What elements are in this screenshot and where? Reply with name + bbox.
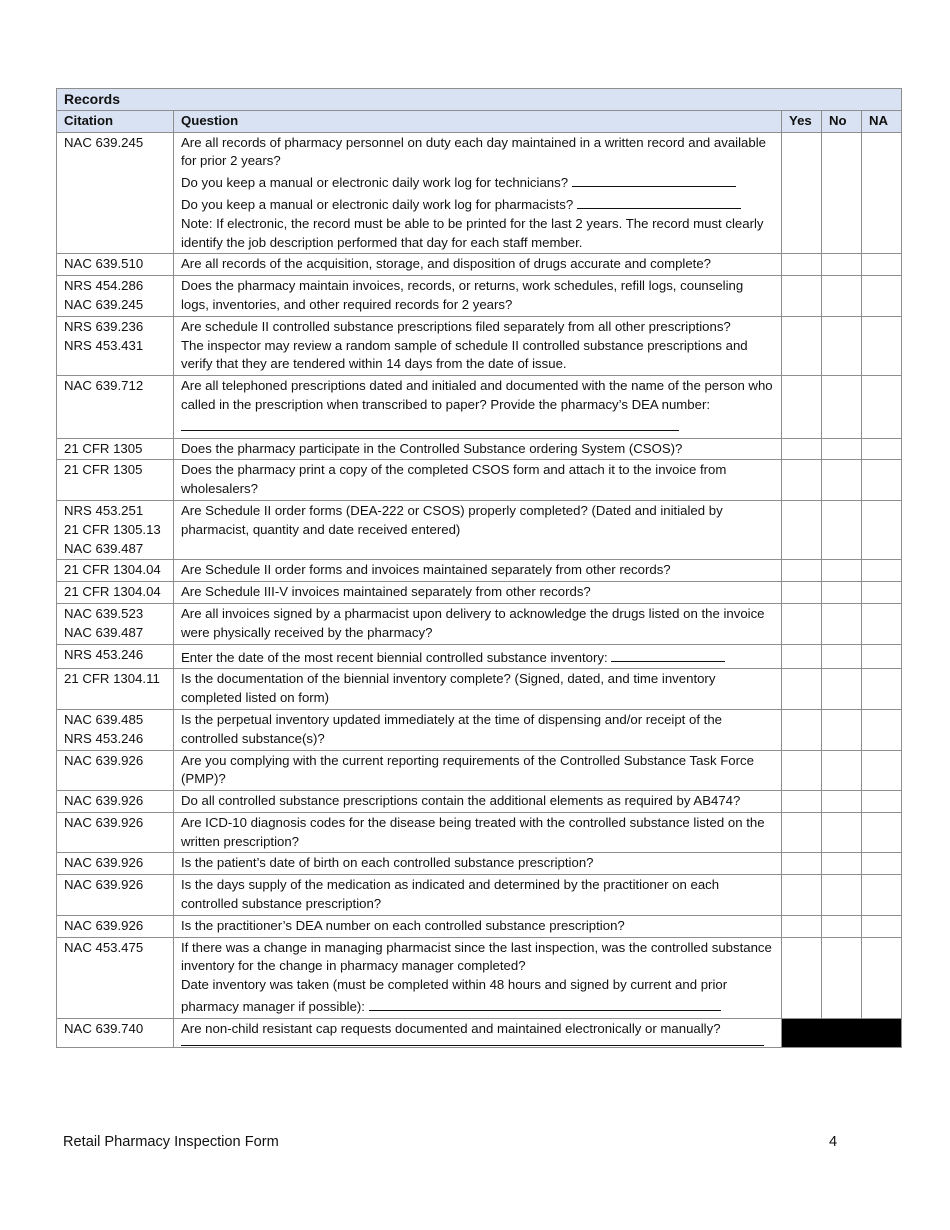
fill-in-blank[interactable] bbox=[369, 995, 721, 1011]
question-cell bbox=[174, 460, 782, 501]
citation-cell bbox=[57, 500, 174, 559]
table-row bbox=[57, 132, 902, 254]
citation-cell bbox=[57, 853, 174, 875]
question-text: Note: If electronic, the record must be able to be printed for the last 2 years. The record must clearly identify the job description performed that day for each staff member. bbox=[181, 215, 764, 250]
citation-cell bbox=[57, 560, 174, 582]
na-checkbox-cell[interactable] bbox=[862, 376, 902, 438]
citation-text: NAC 639.510 bbox=[64, 256, 144, 272]
citation-text: NRS 453.431 bbox=[64, 337, 144, 353]
question-cell bbox=[174, 500, 782, 559]
yes-checkbox-cell[interactable] bbox=[782, 132, 822, 254]
no-checkbox-cell[interactable] bbox=[822, 254, 862, 276]
citation-cell bbox=[57, 132, 174, 254]
table-row bbox=[57, 500, 902, 559]
na-checkbox-cell[interactable] bbox=[862, 853, 902, 875]
question-cell bbox=[174, 254, 782, 276]
table-row bbox=[57, 750, 902, 791]
question-text: Does the pharmacy participate in the Controlled Substance ordering System (CSOS)? bbox=[181, 440, 683, 456]
na-checkbox-cell[interactable] bbox=[862, 582, 902, 604]
citation-cell bbox=[57, 937, 174, 1018]
yes-checkbox-cell[interactable] bbox=[782, 875, 822, 916]
question-text: Are all records of pharmacy personnel on duty each day maintained in a written record and available for prior 2 years? bbox=[181, 134, 766, 169]
question-line bbox=[181, 561, 774, 580]
no-checkbox-cell[interactable] bbox=[822, 709, 862, 750]
citation-cell bbox=[57, 915, 174, 937]
yes-checkbox-cell[interactable] bbox=[782, 644, 822, 669]
table-row bbox=[57, 603, 902, 644]
yes-checkbox-cell[interactable] bbox=[782, 276, 822, 317]
na-checkbox-cell[interactable] bbox=[862, 460, 902, 501]
na-checkbox-cell[interactable] bbox=[862, 132, 902, 254]
no-checkbox-cell[interactable] bbox=[822, 376, 862, 438]
citation-text: NAC 639.926 bbox=[64, 855, 144, 871]
table-row bbox=[57, 791, 902, 813]
na-checkbox-cell[interactable] bbox=[862, 438, 902, 460]
na-checkbox-cell[interactable] bbox=[862, 254, 902, 276]
citation-cell bbox=[57, 582, 174, 604]
citation-cell bbox=[57, 603, 174, 644]
question-line bbox=[181, 939, 774, 977]
question-line bbox=[181, 134, 774, 172]
no-checkbox-cell[interactable] bbox=[822, 853, 862, 875]
yes-checkbox-cell[interactable] bbox=[782, 791, 822, 813]
question-text: Are Schedule III-V invoices maintained separately from other records? bbox=[181, 584, 591, 600]
question-cell bbox=[174, 875, 782, 916]
citation-text: NRS 639.236 bbox=[64, 318, 144, 334]
question-text: Are all invoices signed by a pharmacist upon delivery to acknowledge the drugs listed on the invoice were physically received by the pharmacy? bbox=[181, 605, 765, 640]
na-checkbox-cell[interactable] bbox=[862, 276, 902, 317]
no-checkbox-cell[interactable] bbox=[822, 560, 862, 582]
citation-text: NAC 639.926 bbox=[64, 917, 144, 933]
table-row bbox=[57, 812, 902, 853]
question-line bbox=[181, 502, 774, 540]
question-text: Are non-child resistant cap requests documented and maintained electronically or manually? bbox=[181, 1020, 721, 1036]
yes-checkbox-cell[interactable] bbox=[782, 316, 822, 375]
fill-in-blank[interactable] bbox=[611, 646, 725, 662]
section-title: Records bbox=[57, 89, 902, 111]
question-text: Do you keep a manual or electronic daily work log for technicians? bbox=[181, 175, 569, 191]
citation-text: 21 CFR 1305.13 bbox=[64, 521, 161, 537]
yes-checkbox-cell[interactable] bbox=[782, 915, 822, 937]
no-checkbox-cell[interactable] bbox=[822, 500, 862, 559]
citation-text: 21 CFR 1305 bbox=[64, 462, 143, 478]
na-checkbox-cell[interactable] bbox=[862, 750, 902, 791]
fill-in-blank[interactable] bbox=[181, 415, 679, 431]
citation-cell bbox=[57, 812, 174, 853]
citation-cell bbox=[57, 791, 174, 813]
citation-text: NAC 639.485 bbox=[64, 711, 144, 727]
citation-cell bbox=[57, 644, 174, 669]
na-checkbox-cell[interactable] bbox=[862, 937, 902, 1018]
question-line bbox=[181, 976, 774, 1017]
na-checkbox-cell[interactable] bbox=[862, 791, 902, 813]
no-checkbox-cell[interactable] bbox=[822, 603, 862, 644]
na-checkbox-cell[interactable] bbox=[862, 560, 902, 582]
citation-text: NRS 454.286 bbox=[64, 278, 144, 294]
no-checkbox-cell[interactable] bbox=[822, 669, 862, 710]
question-text: Does the pharmacy print a copy of the completed CSOS form and attach it to the invoice from wholesalers? bbox=[181, 462, 727, 497]
question-text: Is the practitioner’s DEA number on each controlled substance prescription? bbox=[181, 917, 625, 933]
citation-cell bbox=[57, 254, 174, 276]
table-row bbox=[57, 709, 902, 750]
table-row bbox=[57, 1018, 902, 1047]
question-cell bbox=[174, 812, 782, 853]
question-text: The inspector may review a random sample of schedule II controlled substance prescriptions and verify that they are tendered within 14 days from the date of issue. bbox=[181, 337, 748, 372]
citation-text: NAC 639.926 bbox=[64, 814, 144, 830]
question-line bbox=[181, 255, 774, 274]
citation-text: NAC 639.740 bbox=[64, 1020, 144, 1036]
yes-checkbox-cell[interactable] bbox=[782, 669, 822, 710]
yes-checkbox-cell[interactable] bbox=[782, 603, 822, 644]
question-line bbox=[181, 814, 774, 852]
column-header-row bbox=[57, 110, 902, 132]
question-cell bbox=[174, 644, 782, 669]
question-line bbox=[181, 646, 774, 668]
na-checkbox-cell[interactable] bbox=[862, 875, 902, 916]
no-checkbox-cell[interactable] bbox=[822, 937, 862, 1018]
citation-cell bbox=[57, 438, 174, 460]
citation-text: NAC 639.487 bbox=[64, 540, 144, 556]
question-line bbox=[181, 318, 774, 337]
table-row bbox=[57, 376, 902, 438]
question-cell bbox=[174, 669, 782, 710]
citation-cell bbox=[57, 875, 174, 916]
na-checkbox-cell[interactable] bbox=[862, 709, 902, 750]
citation-text: NAC 639.245 bbox=[64, 134, 144, 150]
na-checkbox-cell[interactable] bbox=[862, 644, 902, 669]
question-text: Is the days supply of the medication as indicated and determined by the practitioner on each controlled substance prescription? bbox=[181, 877, 720, 912]
question-text: Are you complying with the current reporting requirements of the Controlled Substance Task Force (PMP)? bbox=[181, 752, 754, 787]
question-text: Are all telephoned prescriptions dated and initialed and documented with the name of the person who called in the prescription when transcribed to paper? Provide the pharmacy’s DEA number: bbox=[181, 378, 773, 412]
no-checkbox-cell[interactable] bbox=[822, 438, 862, 460]
no-checkbox-cell[interactable] bbox=[822, 812, 862, 853]
citation-text: NRS 453.246 bbox=[64, 730, 144, 746]
section-header-row bbox=[57, 89, 902, 111]
yes-header: Yes bbox=[782, 110, 822, 132]
question-cell bbox=[174, 915, 782, 937]
no-checkbox-cell[interactable] bbox=[822, 750, 862, 791]
question-cell bbox=[174, 316, 782, 375]
citation-cell bbox=[57, 460, 174, 501]
question-cell bbox=[174, 709, 782, 750]
no-checkbox-cell[interactable] bbox=[822, 915, 862, 937]
yes-checkbox-cell[interactable] bbox=[782, 750, 822, 791]
table-row bbox=[57, 875, 902, 916]
citation-text: 21 CFR 1304.04 bbox=[64, 562, 161, 578]
question-text: Do you keep a manual or electronic daily work log for pharmacists? bbox=[181, 196, 574, 212]
question-line bbox=[181, 337, 774, 375]
question-line bbox=[181, 440, 774, 459]
citation-text: NAC 639.926 bbox=[64, 793, 144, 809]
citation-cell bbox=[57, 750, 174, 791]
yes-checkbox-cell[interactable] bbox=[782, 937, 822, 1018]
no-checkbox-cell[interactable] bbox=[822, 582, 862, 604]
question-text: Date inventory was taken (must be completed within 48 hours and signed by current and prior pharmacy manager if possible): bbox=[181, 977, 728, 1015]
question-cell bbox=[174, 750, 782, 791]
question-cell bbox=[174, 1018, 782, 1047]
table-row bbox=[57, 915, 902, 937]
question-line bbox=[181, 752, 774, 790]
table-row bbox=[57, 438, 902, 460]
question-line bbox=[181, 171, 774, 193]
question-text: Are Schedule II order forms and invoices maintained separately from other records? bbox=[181, 562, 671, 578]
citation-header: Citation bbox=[57, 110, 174, 132]
yes-checkbox-cell[interactable] bbox=[782, 560, 822, 582]
citation-text: NAC 639.712 bbox=[64, 378, 144, 394]
question-text: Is the documentation of the biennial inventory complete? (Signed, dated, and time inventory completed listed on form) bbox=[181, 671, 716, 706]
no-checkbox-cell[interactable] bbox=[822, 276, 862, 317]
question-line bbox=[181, 1020, 774, 1039]
yes-checkbox-cell[interactable] bbox=[782, 460, 822, 501]
question-line bbox=[181, 461, 774, 499]
citation-cell bbox=[57, 376, 174, 438]
na-checkbox-cell[interactable] bbox=[862, 669, 902, 710]
question-line bbox=[181, 917, 774, 936]
question-line bbox=[181, 854, 774, 873]
no-checkbox-cell[interactable] bbox=[822, 791, 862, 813]
question-cell bbox=[174, 603, 782, 644]
question-line bbox=[181, 711, 774, 749]
blacked-out-cell bbox=[782, 1018, 902, 1047]
question-text: Is the patient’s date of birth on each controlled substance prescription? bbox=[181, 855, 594, 871]
question-line bbox=[181, 792, 774, 811]
na-checkbox-cell[interactable] bbox=[862, 500, 902, 559]
table-row bbox=[57, 560, 902, 582]
yes-checkbox-cell[interactable] bbox=[782, 709, 822, 750]
question-cell bbox=[174, 582, 782, 604]
question-cell bbox=[174, 276, 782, 317]
na-checkbox-cell[interactable] bbox=[862, 603, 902, 644]
citation-text: 21 CFR 1304.11 bbox=[64, 671, 160, 687]
question-cell bbox=[174, 937, 782, 1018]
table-row bbox=[57, 669, 902, 710]
no-checkbox-cell[interactable] bbox=[822, 460, 862, 501]
table-row bbox=[57, 460, 902, 501]
question-cell bbox=[174, 560, 782, 582]
question-text: Are schedule II controlled substance prescriptions filed separately from all other prescriptions? bbox=[181, 318, 731, 334]
citation-text: 21 CFR 1304.04 bbox=[64, 584, 161, 600]
citation-text: NAC 639.523 bbox=[64, 605, 144, 621]
yes-checkbox-cell[interactable] bbox=[782, 376, 822, 438]
citation-text: NAC 639.487 bbox=[64, 624, 144, 640]
question-text: Enter the date of the most recent biennial controlled substance inventory: bbox=[181, 649, 608, 665]
question-line bbox=[181, 605, 774, 643]
citation-text: 21 CFR 1305 bbox=[64, 440, 143, 456]
question-cell bbox=[174, 376, 782, 438]
question-line bbox=[181, 277, 774, 315]
na-checkbox-cell[interactable] bbox=[862, 915, 902, 937]
na-header: NA bbox=[862, 110, 902, 132]
question-text: Are all records of the acquisition, storage, and disposition of drugs accurate and complete? bbox=[181, 256, 712, 272]
citation-cell bbox=[57, 316, 174, 375]
citation-text: NAC 453.475 bbox=[64, 939, 144, 955]
rows-body bbox=[57, 132, 902, 1047]
citation-text: NRS 453.251 bbox=[64, 502, 144, 518]
citation-cell bbox=[57, 276, 174, 317]
question-cell bbox=[174, 438, 782, 460]
question-line bbox=[181, 583, 774, 602]
question-text: If there was a change in managing pharmacist since the last inspection, was the controlled substance inventory for the change in pharmacy manager completed? bbox=[181, 939, 772, 974]
no-checkbox-cell[interactable] bbox=[822, 875, 862, 916]
yes-checkbox-cell[interactable] bbox=[782, 254, 822, 276]
table-row bbox=[57, 254, 902, 276]
question-text: Is the perpetual inventory updated immediately at the time of dispensing and/or receipt of the controlled substance(s)? bbox=[181, 711, 723, 746]
question-cell bbox=[174, 132, 782, 254]
question-text: Are Schedule II order forms (DEA-222 or CSOS) properly completed? (Dated and initialed by pharmacist, quantity and date received entered) bbox=[181, 502, 723, 537]
citation-cell bbox=[57, 709, 174, 750]
table-row bbox=[57, 644, 902, 669]
table-row bbox=[57, 937, 902, 1018]
question-line bbox=[181, 876, 774, 914]
citation-cell bbox=[57, 669, 174, 710]
fill-in-blank[interactable] bbox=[572, 171, 736, 187]
fill-in-blank[interactable] bbox=[577, 193, 741, 209]
yes-checkbox-cell[interactable] bbox=[782, 438, 822, 460]
question-header: Question bbox=[174, 110, 782, 132]
citation-text: NAC 639.926 bbox=[64, 877, 144, 893]
no-checkbox-cell[interactable] bbox=[822, 132, 862, 254]
citation-text: NAC 639.245 bbox=[64, 296, 144, 312]
footer-form-title: Retail Pharmacy Inspection Form bbox=[63, 1134, 279, 1150]
question-text: Do all controlled substance prescriptions contain the additional elements as required by AB474? bbox=[181, 793, 741, 809]
yes-checkbox-cell[interactable] bbox=[782, 812, 822, 853]
question-cell bbox=[174, 853, 782, 875]
na-checkbox-cell[interactable] bbox=[862, 812, 902, 853]
table-row bbox=[57, 853, 902, 875]
citation-text: NRS 453.246 bbox=[64, 646, 144, 662]
records-table bbox=[56, 88, 902, 1048]
no-checkbox-cell[interactable] bbox=[822, 316, 862, 375]
question-text: Does the pharmacy maintain invoices, records, or returns, work schedules, refill logs, counseling logs, inventories, and other required records for 2 years? bbox=[181, 278, 744, 312]
question-line bbox=[181, 670, 774, 708]
yes-checkbox-cell[interactable] bbox=[782, 853, 822, 875]
table-row bbox=[57, 276, 902, 317]
citation-cell bbox=[57, 1018, 174, 1047]
yes-checkbox-cell[interactable] bbox=[782, 582, 822, 604]
no-checkbox-cell[interactable] bbox=[822, 644, 862, 669]
footer-page-number: 4 bbox=[829, 1134, 838, 1150]
question-cell bbox=[174, 791, 782, 813]
table-row bbox=[57, 582, 902, 604]
question-line bbox=[181, 377, 774, 436]
question-line bbox=[181, 193, 774, 215]
citation-text: NAC 639.926 bbox=[64, 752, 144, 768]
question-text: Are ICD-10 diagnosis codes for the disease being treated with the controlled substance listed on the written prescription? bbox=[181, 814, 765, 849]
question-line bbox=[181, 215, 774, 253]
no-header: No bbox=[822, 110, 862, 132]
table-row bbox=[57, 316, 902, 375]
yes-checkbox-cell[interactable] bbox=[782, 500, 822, 559]
na-checkbox-cell[interactable] bbox=[862, 316, 902, 375]
